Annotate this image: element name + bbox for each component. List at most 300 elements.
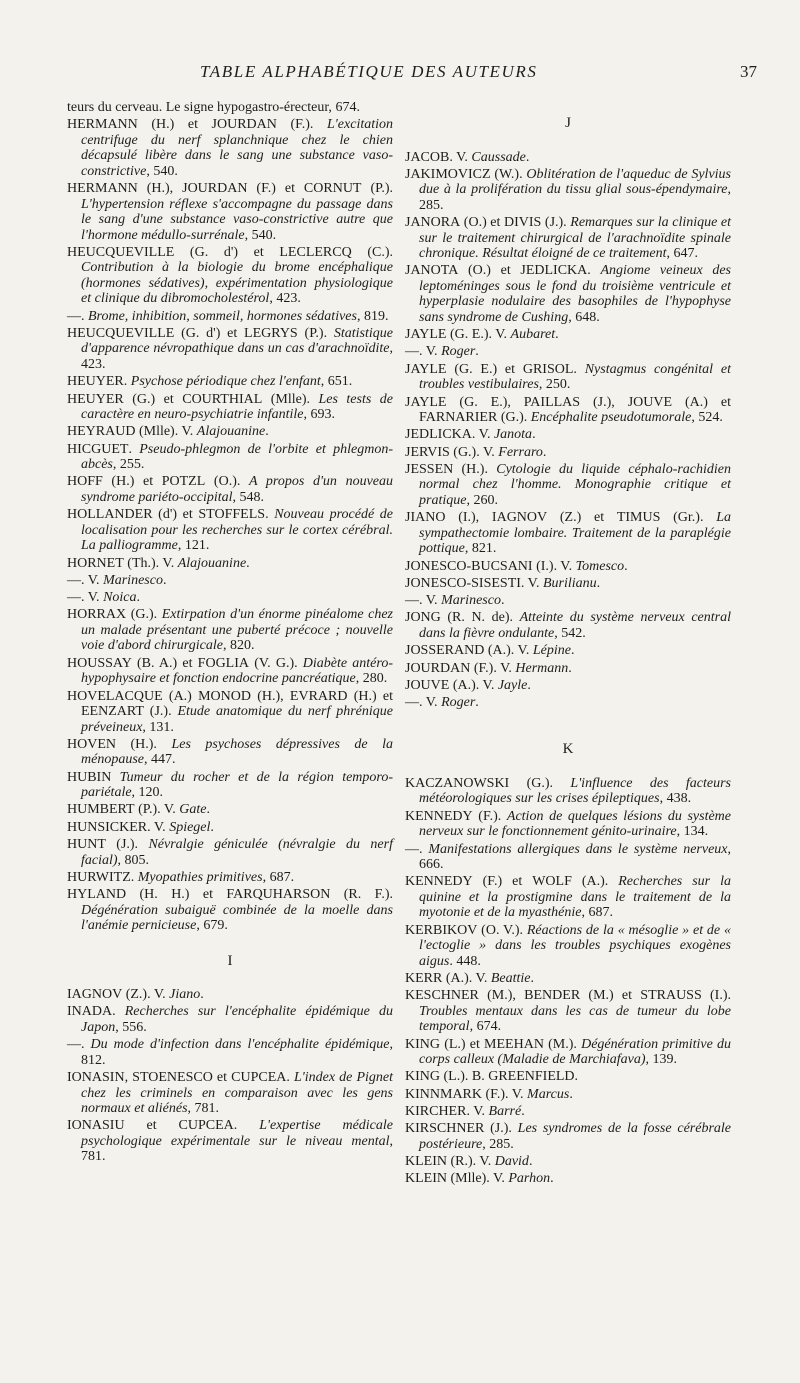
author-name: FARQUHARSON	[226, 887, 331, 903]
entry-text: .	[162, 572, 167, 588]
page-header	[0, 62, 800, 86]
section-letter-i: I	[227, 952, 233, 969]
index-entry	[67, 1070, 393, 1117]
entry-text: (G. E.). V.	[446, 327, 511, 343]
section-letter-j: J	[565, 115, 571, 131]
entry-title: Alajouanine	[177, 555, 247, 571]
entry-title: Manifestations allergiques dans le système nerveux	[428, 841, 728, 857]
entry-text: .	[542, 444, 547, 460]
entry-title: A propos d'un nouveau syndrome pariéto-occipital	[81, 474, 393, 505]
author-name: IONASIN	[67, 1070, 125, 1086]
entry-text: (A.) et	[672, 394, 731, 410]
author-name: JOUVE	[627, 394, 673, 410]
entry-title: Recherches sur l'encéphalite épidémique du Japon	[81, 1004, 393, 1035]
author-name: JOURDAN	[182, 181, 248, 197]
entry-text: (L.). B.	[440, 1069, 489, 1085]
author-name: KESCHNER	[405, 988, 479, 1004]
entry-text: .	[123, 374, 131, 390]
entry-text: (F.).	[276, 117, 328, 133]
author-name: KINNMARK	[405, 1086, 482, 1102]
entry-text: (H.),	[137, 181, 183, 197]
index-entry	[67, 607, 393, 654]
entry-title: Spiegel	[169, 819, 211, 835]
entry-title: Tumeur du rocher et de la région temporo-pariétale	[81, 769, 393, 801]
entry-title: Marinesco	[103, 572, 163, 588]
author-name: JONESCO-SISESTI	[405, 575, 521, 591]
entry-title: La sympathectomie lombaire. Traitement de la paraplégie pottique	[419, 510, 732, 557]
author-name: LECLERCQ	[279, 244, 352, 260]
entry-text: —. V.	[405, 344, 442, 360]
entry-title: Jayle	[497, 677, 528, 693]
author-name: TIMUS	[616, 510, 661, 526]
entry-text: (H.) et	[347, 688, 394, 704]
author-name: JERVIS	[405, 444, 450, 460]
author-name: HERMANN	[67, 181, 138, 197]
entry-text: , 781.	[81, 1133, 393, 1165]
index-entry	[67, 556, 393, 572]
entry-text: (Mlle). V.	[447, 1171, 509, 1187]
entry-text: .	[475, 695, 479, 711]
index-entry	[67, 100, 393, 116]
entry-title: Burilianu	[542, 575, 597, 591]
entry-title: Cytologie du liquide céphalo-rachidien normal chez l'homme. Monographie critique et pratique	[419, 461, 732, 508]
author-name: HEUCQUEVILLE	[67, 325, 175, 341]
entry-text: (O.) et	[460, 215, 504, 231]
entry-text: (P.).	[361, 181, 393, 197]
entry-title: Etude anatomique du nerf phrénique préveineux	[81, 704, 393, 735]
entry-title: David	[494, 1154, 529, 1169]
author-name: HORRAX	[67, 607, 127, 623]
entry-title: Gate	[179, 802, 207, 818]
entry-text: (J.),	[580, 394, 628, 410]
entry-text: (P.).	[297, 325, 334, 341]
entry-text: (H.) et	[102, 474, 162, 490]
entry-text: (Mlle). V.	[135, 424, 197, 440]
author-name: KERBIKOV	[405, 922, 478, 938]
entry-text: , 805.	[117, 852, 150, 868]
author-name: HUNSICKER	[67, 819, 148, 835]
entry-text: (B. A.) et	[131, 655, 198, 671]
entry-text: , 139.	[645, 1052, 678, 1068]
author-name: LEGRYS	[244, 325, 298, 341]
author-name: JAYLE	[405, 394, 447, 410]
entry-text: (G.).	[126, 607, 162, 623]
index-entry	[405, 462, 731, 509]
author-name: WOLF	[532, 874, 572, 890]
author-name: HEUYER	[67, 391, 124, 407]
author-name: KLEIN	[405, 1171, 447, 1187]
author-name: EENZART	[81, 704, 144, 720]
entry-text: (R.). V.	[447, 1154, 495, 1169]
entry-text: .	[500, 593, 505, 609]
entry-title: Statistique d'apparence névropathique dans un cas d'arachnoïdite	[81, 325, 394, 357]
entry-text: (A.). V.	[484, 643, 533, 659]
index-entry	[67, 1118, 393, 1165]
author-name: COURTHIAL	[182, 391, 263, 407]
author-name: KENNEDY	[405, 874, 473, 890]
author-name: MEEHAN	[484, 1036, 544, 1052]
author-name: GRISOL	[522, 361, 574, 377]
entry-text: , 666.	[419, 841, 732, 873]
author-name: JOSSERAND	[405, 643, 485, 659]
entry-title: Extirpation d'un énorme pinéalome chez un malade présentant une puberté précoce ; nouvelle voie d'abord chirurgicale	[81, 607, 394, 654]
entry-text: (G.).	[509, 775, 571, 791]
entry-title: Diabète antéro-hypophysaire et fonction endocrine pancréatique	[81, 655, 393, 687]
entry-text: (G. d') et	[174, 244, 280, 260]
author-name: CORNUT	[303, 181, 362, 197]
index-entry	[67, 820, 393, 836]
entry-text: .	[596, 575, 601, 591]
entry-title: Oblitération de l'aqueduc de Sylvius due à la prolifération du tissu glial sous-épendymaire	[419, 166, 731, 198]
entry-text: . 448.	[449, 953, 481, 969]
index-entry	[405, 661, 731, 677]
entry-text: —. V.	[405, 695, 442, 711]
entry-text: , 540.	[244, 227, 277, 243]
index-entry	[67, 573, 393, 589]
index-entry	[67, 870, 393, 886]
author-name: DIVIS	[504, 215, 542, 231]
author-name: KING	[405, 1069, 440, 1085]
entry-text: , 524.	[691, 410, 723, 426]
entry-title: Recherches sur la quinine et la prostigmine dans le traitement de la myotonie et de la myasthénie	[419, 874, 731, 921]
index-entry	[405, 559, 731, 575]
index-entry	[405, 1069, 731, 1085]
index-entry	[67, 474, 393, 505]
entry-text: (G.) et	[123, 391, 183, 407]
entry-text: , 285.	[482, 1136, 514, 1152]
entry-title: Brome, inhibition, sommeil, hormones sédatives	[88, 308, 357, 324]
entry-text: (M.) et	[580, 988, 641, 1004]
index-entry	[405, 395, 731, 426]
author-name: PAILLAS	[523, 394, 581, 410]
author-name: JOUVE	[405, 677, 450, 693]
index-entry	[67, 689, 393, 736]
entry-text: —. V.	[67, 590, 104, 606]
index-entry	[67, 770, 393, 801]
author-name: STOENESCO	[132, 1070, 213, 1086]
entry-title: Lépine	[532, 643, 571, 659]
entry-text: (G. d') et	[174, 325, 245, 341]
entry-title: L'influence des facteurs météorologiques sur les crises épileptiques	[419, 775, 732, 807]
index-entry	[405, 167, 731, 214]
section-letter-k: K	[562, 741, 574, 758]
entry-text: (A.)	[162, 688, 199, 704]
index-entry	[67, 245, 393, 307]
author-name: HOLLANDER	[67, 507, 153, 523]
entry-text: (J.).	[484, 1121, 518, 1137]
entry-text: , 120.	[131, 785, 164, 801]
author-name: KING	[405, 1036, 440, 1052]
entry-text: .	[587, 263, 601, 279]
entry-text: (G.). V.	[449, 444, 499, 460]
index-entry	[67, 802, 393, 818]
index-entry	[405, 1104, 731, 1120]
entry-title: Réactions de la « mésoglie » et de « l'ectoglie » dans les troubles psychiques exogènes aigus	[419, 922, 731, 969]
entry-text: (J.).	[143, 704, 178, 720]
entry-text: , 651.	[320, 374, 353, 390]
entry-title: Les syndromes de la fosse cérébrale postérieure	[419, 1121, 731, 1152]
index-entry	[405, 776, 731, 807]
author-name: KLEIN	[405, 1154, 447, 1169]
index-entry	[405, 1087, 731, 1103]
entry-text: , 285.	[419, 182, 731, 213]
entry-text: , 687.	[581, 905, 614, 921]
entry-text: (R. F.).	[330, 887, 393, 903]
index-entry	[405, 1121, 731, 1152]
entry-title: Dégénération subaiguë combinée de la moelle dans l'anémie pernicieuse	[81, 902, 393, 934]
entry-title: Marinesco	[441, 593, 501, 609]
entry-text: .	[128, 441, 140, 457]
entry-title: Angiome veineux des leptoméninges sous le fond du troisième ventricule et hyperplasie nodulaire des basophiles de l'hypophyse sans syndrome de Cushing	[419, 263, 731, 325]
entry-text: (I.),	[445, 510, 492, 526]
index-entry	[405, 593, 731, 609]
index-entry	[67, 737, 393, 768]
index-entry	[405, 344, 731, 360]
entry-title: L'index de Pignet chez les criminels en comparaison avec les gens normaux et aliénés	[81, 1070, 394, 1117]
author-name: HEYRAUD	[67, 424, 136, 440]
entry-text: , 540.	[146, 163, 178, 179]
index-entry	[405, 327, 731, 343]
index-entry	[67, 374, 393, 390]
author-name: HOFF	[67, 474, 103, 490]
index-entry	[67, 309, 393, 325]
entry-text: (H. H.) et	[126, 887, 227, 903]
entry-text: .	[200, 987, 204, 1003]
entry-text: (I.).	[701, 988, 731, 1004]
spacer	[405, 712, 731, 722]
author-name: EVRARD	[289, 688, 348, 704]
entry-text: , 542.	[554, 625, 586, 641]
entry-text: (G. E.),	[446, 394, 524, 410]
entry-text: , 548.	[232, 489, 265, 505]
entry-text: , 423.	[81, 341, 393, 372]
entry-text: .	[530, 970, 534, 986]
entry-text: .	[555, 327, 559, 343]
author-name: JOURDAN	[211, 117, 277, 133]
author-name: JESSEN	[405, 461, 454, 477]
entry-title: Marcus	[527, 1086, 570, 1102]
entry-text: (F.). V.	[470, 660, 516, 676]
entry-text: (M.).	[543, 1036, 582, 1052]
author-name: JONG	[405, 610, 441, 626]
index-entry	[405, 150, 731, 166]
index-entry	[405, 678, 731, 694]
entry-text: .	[265, 507, 275, 523]
index-entry	[405, 445, 731, 461]
entry-text: . V.	[520, 575, 543, 591]
entry-title: Pseudo-phlegmon de l'orbite et phlegmon-abcès	[81, 441, 394, 473]
entry-text: (P.). V.	[134, 802, 180, 818]
author-name: JAKIMOVICZ	[405, 166, 491, 182]
entry-text: (F.).	[472, 808, 507, 824]
entry-text	[111, 770, 119, 785]
index-entry	[405, 809, 731, 840]
index-entry	[67, 181, 393, 243]
entry-text: .	[265, 424, 269, 440]
entry-text: (J.).	[105, 837, 149, 853]
entry-text: , 556.	[115, 1019, 147, 1035]
author-name: HUNT	[67, 837, 106, 853]
author-name: CUPCEA	[231, 1070, 287, 1086]
entry-text: (Z.). V.	[122, 987, 170, 1003]
index-entry	[405, 971, 731, 987]
author-name: KIRCHER	[405, 1103, 467, 1119]
author-name: HICGUET	[67, 441, 129, 457]
entry-text: (A.).	[571, 874, 619, 890]
entry-text: et	[212, 1070, 232, 1086]
entry-text: , 438.	[659, 791, 692, 807]
entry-text: (Z.) et	[547, 510, 617, 526]
entry-text: (G. E.) et	[446, 361, 523, 377]
author-name: HUMBERT	[67, 802, 135, 818]
author-name: JEDLICKA	[405, 427, 472, 443]
entry-text: (Gr.).	[660, 510, 717, 526]
entry-text: ,	[124, 1070, 133, 1086]
index-entry	[405, 695, 731, 711]
entry-text: (Mlle).	[262, 391, 319, 407]
author-name: JAYLE	[405, 361, 447, 377]
i-entries	[67, 987, 393, 1165]
entry-text: , 447.	[144, 752, 176, 768]
entry-title: Troubles mentaux dans les cas de tumeur du lobe temporal	[419, 1003, 731, 1035]
author-name: JANOTA	[405, 263, 459, 279]
author-name: POTZL	[161, 474, 206, 490]
index-entry	[405, 842, 731, 873]
entry-text: .	[525, 149, 530, 165]
author-name: JIANO	[405, 510, 446, 526]
entry-text: (C.).	[351, 244, 394, 260]
entry-text: —.	[405, 841, 429, 857]
entry-text: et	[124, 1118, 179, 1134]
author-name: HEUCQUEVILLE	[67, 244, 175, 260]
entry-title: Les psychoses dépressives de la ménopause	[81, 736, 393, 768]
entry-text: (A.). V.	[449, 677, 498, 693]
entry-text: .	[528, 1154, 533, 1169]
entry-text: (F.) et	[247, 181, 304, 197]
entry-text: .	[550, 1171, 554, 1187]
entry-text: 674.	[335, 100, 360, 115]
entry-text: , 647.	[666, 246, 699, 262]
author-name: HOVELACQUE	[67, 688, 163, 704]
entry-title: Myopathies primitives	[137, 869, 263, 885]
entry-title: Du mode d'infection dans l'encéphalite épidémique	[90, 1037, 390, 1053]
author-name: KERR	[405, 970, 443, 986]
entry-text: (Th.). V.	[123, 555, 178, 571]
index-entry	[405, 362, 731, 393]
index-entry	[67, 442, 393, 473]
author-name: MONOD	[198, 688, 251, 704]
index-entry	[67, 326, 393, 373]
author-name: JONESCO-BUCSANI	[405, 558, 533, 574]
entry-text: (V. G.).	[249, 655, 303, 671]
author-name: STRAUSS	[640, 988, 702, 1004]
author-name: INADA	[67, 1004, 113, 1020]
entry-text: (W.).	[490, 166, 527, 182]
author-name: JOURDAN	[405, 660, 471, 676]
author-name: IAGNOV	[67, 987, 123, 1003]
author-name: IONASIU	[67, 1118, 125, 1134]
entry-title: Contribution à la biologie du brome encéphalique (hormones sédatives), expérimentation physiologique et clinique du dibromocholestérol	[81, 260, 393, 307]
entry-title: Atteinte du système nerveux central dans la fièvre ondulante	[419, 610, 731, 641]
author-name: BENDER	[524, 988, 581, 1004]
h-entries	[67, 100, 393, 934]
index-entry	[67, 987, 393, 1003]
entry-text: , 674.	[469, 1019, 502, 1035]
author-name: HOVEN	[67, 736, 116, 752]
entry-text: (O.).	[205, 474, 249, 490]
entry-text: (F.) et	[472, 874, 533, 890]
index-entry	[67, 887, 393, 934]
entry-text: , 648.	[568, 309, 600, 325]
entry-title: Janota	[493, 427, 533, 443]
author-name: JACOB	[405, 149, 450, 165]
entry-text: (A.). V.	[442, 970, 491, 986]
entry-title: Jiano	[169, 987, 201, 1003]
entry-title: Tomesco	[575, 558, 625, 574]
author-name: JANORA	[405, 215, 461, 231]
author-name: JAYLE	[405, 327, 447, 343]
index-entry	[67, 392, 393, 423]
author-name: KENNEDY	[405, 808, 473, 824]
author-name: GREENFIELD	[488, 1069, 575, 1085]
entry-text: .	[112, 1004, 125, 1020]
entry-text: (O. V.).	[477, 922, 527, 938]
entry-text: .	[568, 660, 572, 676]
entry-title: Les tests de caractère en neuro-psychiatrie infantile	[81, 391, 393, 423]
index-entry	[405, 923, 731, 970]
entry-text: —.	[67, 308, 88, 324]
entry-text: (d') et	[152, 507, 199, 523]
entry-text: (H.).	[453, 461, 497, 477]
entry-title: Névralgie géniculée (névralgie du nerf facial)	[81, 837, 393, 868]
entry-text: .	[574, 1069, 579, 1085]
author-name: HYLAND	[67, 887, 127, 903]
entry-text: (H.) et	[137, 117, 212, 133]
entry-title: Parhon	[508, 1171, 551, 1187]
author-name: FARNARIER	[419, 410, 498, 426]
entry-text: .	[206, 802, 210, 818]
entry-text: , 812.	[81, 1037, 393, 1068]
entry-text: (J.).	[541, 215, 571, 231]
author-name: HUBIN	[67, 769, 112, 785]
right-column	[405, 100, 731, 1189]
index-entry	[405, 874, 731, 921]
entry-text: .	[136, 590, 141, 606]
entry-text: , 679.	[196, 918, 228, 934]
entry-title: Action de quelques lésions du système nerveux sur le fonctionnement génito-urinaire	[419, 808, 731, 840]
entry-text: (L.) et	[440, 1036, 485, 1052]
entry-title: Beattie	[490, 970, 531, 986]
author-name: HOUSSAY	[67, 655, 132, 671]
index-entry	[405, 610, 731, 641]
index-entry	[67, 590, 393, 606]
entry-text: .	[569, 1086, 573, 1102]
entry-title: Remarques sur la clinique et sur le traitement chirurgical de l'arachnoïdite spinale chronique. Résultat éloigné de ce traitement	[419, 215, 732, 262]
entry-text: , 131.	[142, 719, 174, 735]
entry-text: —.	[67, 1037, 91, 1053]
index-entry	[67, 837, 393, 868]
index-entry	[405, 427, 731, 443]
entry-text: . V.	[449, 149, 472, 165]
entry-text: (F.). V.	[482, 1086, 528, 1102]
index-entry	[67, 1004, 393, 1035]
entry-text: , 820.	[222, 638, 255, 654]
author-name: IAGNOV	[491, 510, 548, 526]
entry-text: (H.),	[250, 688, 290, 704]
entry-text: , 821.	[464, 541, 497, 557]
entry-text: .	[521, 1103, 525, 1119]
entry-text: —. V.	[405, 593, 442, 609]
